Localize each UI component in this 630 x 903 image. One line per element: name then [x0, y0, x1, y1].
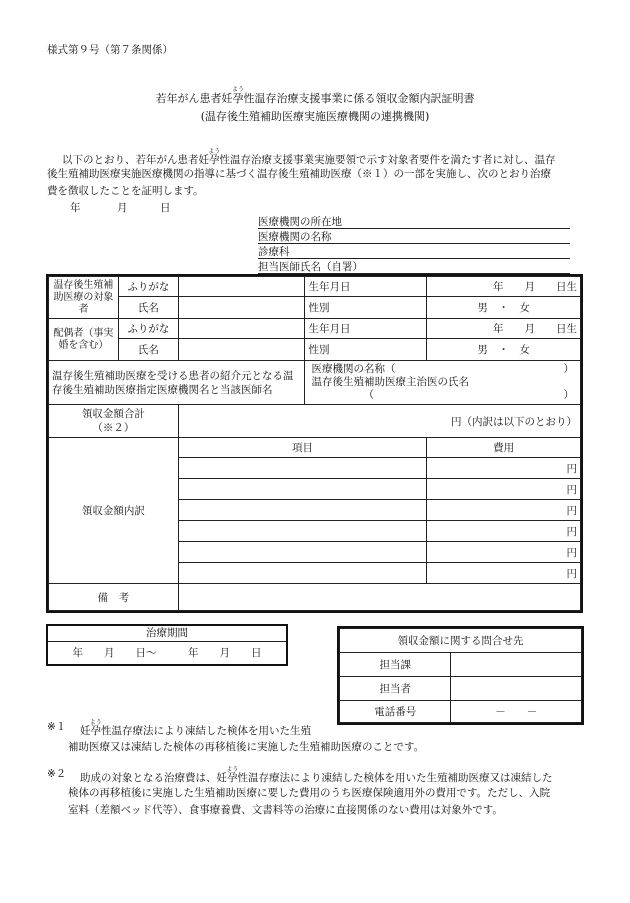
cost-cell[interactable]: 円 — [427, 521, 581, 542]
breakdown-label: 領収金額内訳 — [49, 438, 179, 584]
spouse-label: 配偶者（事実婚を含む） — [49, 319, 119, 361]
total-value[interactable]: 円（内訳は以下のとおり） — [178, 405, 580, 438]
treatment-period-value[interactable]: 年 月 日～ 年 月 日 — [72, 647, 262, 659]
contact-table — [339, 628, 582, 723]
cost-cell[interactable]: 円 — [427, 542, 581, 563]
page-title: 若年がん患者妊孕よう性温存治療支援事業に係る領収金額内訳証明書 — [155, 86, 475, 105]
note-2-line-1: 助成の対象となる治療費は、妊孕よう性温存療法により凍結した検体を用いた生殖補助医療又は凍結した — [80, 766, 553, 784]
contact-phone-label: 電話番号 — [340, 701, 451, 723]
item-cell[interactable] — [178, 500, 426, 521]
subject-sex-label: 性別 — [305, 297, 427, 319]
subject-birthdate-value[interactable]: 年 月 日生 — [427, 277, 581, 297]
subject-furigana-input[interactable] — [178, 277, 305, 297]
note-2-mark: ※２ — [47, 768, 67, 780]
spouse-sex-value[interactable]: 男 ・ 女 — [427, 339, 581, 361]
contact-department-input[interactable] — [451, 653, 582, 677]
main-table — [48, 276, 581, 611]
referral-info[interactable]: 医療機関の名称（ ） 温存後生殖補助医療主治医の氏名 （ ） — [305, 361, 581, 405]
contact-department-label: 担当課 — [340, 653, 451, 677]
subject-name-label: 氏名 — [118, 297, 178, 319]
spouse-birthdate-value[interactable]: 年 月 日生 — [427, 319, 581, 339]
item-cell[interactable] — [178, 521, 426, 542]
department-field[interactable]: 診療科 — [258, 244, 570, 259]
intro-line-1: 以下のとおり、若年がん患者妊孕よう性温存治療支援事業実施要領で示す対象者要件を満たす者に対し、温存 — [62, 148, 556, 166]
item-cell[interactable] — [178, 458, 426, 479]
institution-address-field[interactable]: 医療機関の所在地 — [258, 214, 570, 229]
cost-cell[interactable]: 円 — [427, 458, 581, 479]
contact-title: 領収金額に関する問合せ先 — [340, 629, 582, 653]
item-cell[interactable] — [178, 563, 426, 584]
remarks-input[interactable] — [178, 584, 580, 611]
treatment-period-box — [46, 624, 288, 666]
main-table-frame — [46, 274, 583, 613]
intro-line-2: 後生殖補助医療実施医療機関の指導に基づく温存後生殖補助医療（※１）の一部を実施し、次のとおり治療 — [47, 168, 551, 180]
item-header: 項目 — [178, 438, 426, 458]
remarks-label: 備 考 — [49, 584, 179, 611]
note-2-line-2: 検体の再移植後に実施した生殖補助医療に要した費用のうち医療保険適用外の費用です。ただし、入院 — [68, 787, 551, 799]
contact-person-input[interactable] — [451, 677, 582, 701]
subject-birthdate-label: 生年月日 — [305, 277, 427, 297]
note-1-line-2: 補助医療又は凍結した検体の再移植後に実施した生殖補助医療のことです。 — [68, 741, 425, 753]
intro-line-3: 費を徴収したことを証明します。 — [47, 185, 204, 197]
spouse-sex-label: 性別 — [305, 339, 427, 361]
treatment-period-label: 治療期間 — [48, 626, 286, 642]
cost-header: 費用 — [427, 438, 581, 458]
date-year: 年 — [70, 202, 81, 214]
doctor-signature-field[interactable]: 担当医師氏名（自署） — [258, 259, 570, 274]
note-1-mark: ※１ — [47, 721, 67, 733]
contact-phone-input[interactable]: － － — [451, 701, 582, 723]
total-label: 領収金額合計 （※２） — [49, 405, 179, 438]
subject-label: 温存後生殖補助医療の対象者 — [49, 277, 119, 319]
page-subtitle: (温存後生殖補助医療実施医療機関の連携機関) — [200, 110, 430, 123]
cost-cell[interactable]: 円 — [427, 563, 581, 584]
spouse-name-input[interactable] — [178, 339, 305, 361]
note-2-line-3: 室料（差額ベッド代等）、食事療養費、文書料等の治療に直接関係のない費用は対象外です。 — [68, 804, 503, 816]
spouse-furigana-label: ふりがな — [118, 319, 178, 339]
cost-cell[interactable]: 円 — [427, 479, 581, 500]
subject-name-input[interactable] — [178, 297, 305, 319]
note-1-line-1: 妊孕よう性温存療法により凍結した検体を用いた生殖 — [80, 719, 311, 737]
referral-label: 温存後生殖補助医療を受ける患者の紹介元となる温存後生殖補助医療指定医療機関名と当該医師名 — [49, 361, 305, 405]
item-cell[interactable] — [178, 479, 426, 500]
cost-cell[interactable]: 円 — [427, 500, 581, 521]
date-day: 日 — [160, 202, 171, 214]
contact-box — [337, 626, 584, 725]
date-month: 月 — [117, 202, 128, 214]
spouse-birthdate-label: 生年月日 — [305, 319, 427, 339]
institution-name-field[interactable]: 医療機関の名称 — [258, 229, 570, 244]
form-number: 様式第９号（第７条関係） — [47, 44, 173, 56]
subject-furigana-label: ふりがな — [118, 277, 178, 297]
spouse-furigana-input[interactable] — [178, 319, 305, 339]
subject-sex-value[interactable]: 男 ・ 女 — [427, 297, 581, 319]
ruby-char: 孕よう — [231, 86, 244, 105]
spouse-name-label: 氏名 — [118, 339, 178, 361]
contact-person-label: 担当者 — [340, 677, 451, 701]
item-cell[interactable] — [178, 542, 426, 563]
